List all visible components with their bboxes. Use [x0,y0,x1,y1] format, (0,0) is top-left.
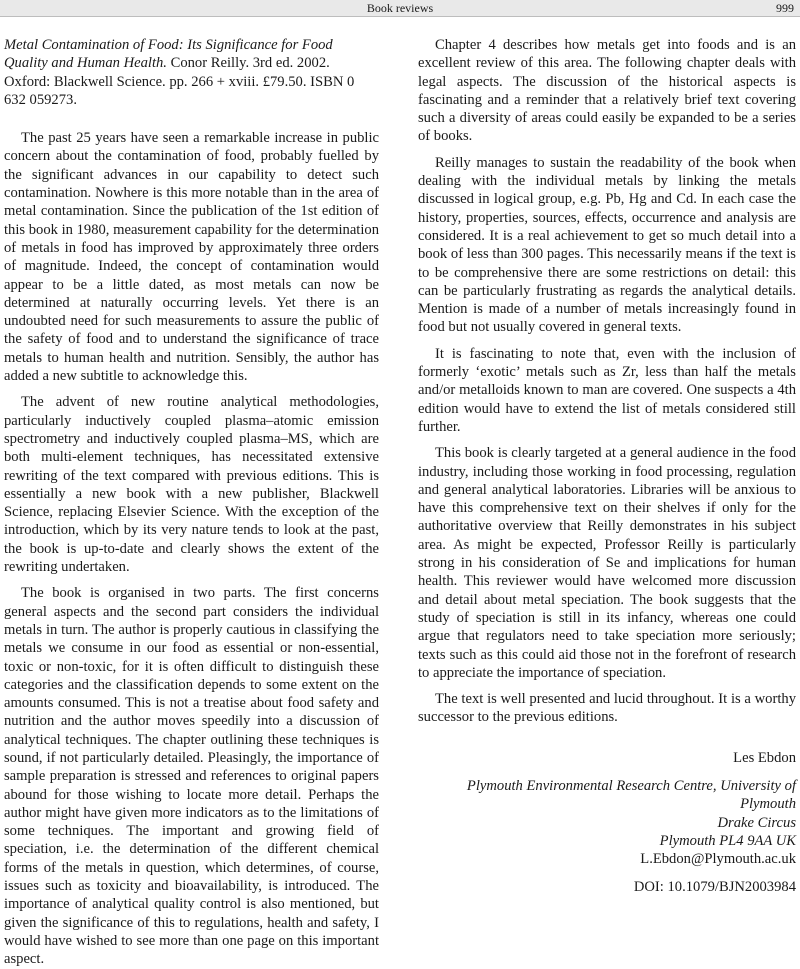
review-paragraph-1: The past 25 years have seen a remarkable increase in public concern about the contamination of food, probably fuelled by the significant advances in our capability to detect such contamination. Nowhere is this more notable than in the area of metal contamination. Since the publication of the 1st edition of this book in 1980, measurement capability for the determination of metals in food has improved by approximately three orders of magnitude. Indeed, the concept of contamination would appear to be a little dated, as most metals can now be determined at naturally occurring levels. Yet there is an undoubted need for such measurements to assure the public of the safety of food and to understand the significance of trace metals to human health and nutrition. Sensibly, the author has added a new subtitle to acknowledge this. [4,130,379,385]
left-column [4,36,379,969]
running-head-title: Book reviews [366,1,434,15]
reviewer-signature [418,749,796,897]
running-header [0,0,800,17]
review-paragraph-6: It is fascinating to note that, even with the inclusion of formerly ‘exotic’ metals such as Zr, less than half the metals and/or metalloids known to man are covered. One suspects a 4th edition would have to extend the list of metals considered still further. [418,345,796,435]
reviewer-name: Les Ebdon [733,749,796,766]
reviewer-city: Plymouth PL4 9AA UK [659,832,796,849]
review-paragraph-3: The book is organised in two parts. The first concerns general aspects and the second part considers the individual metals in turn. The author is properly cautious in classifying the metals we consume in our food as essential or non-essential, toxic or non-toxic, for it is often difficult to distinguish these categories and the classification depends to some extent on the amounts consumed. This is not a treatise about food safety and nutrition and the author moves speedily into a discussion of analytical techniques. The chapter outlining these techniques is sound, if not particularly detailed. Pleasingly, the importance of sample preparation is stressed and references to original papers abound for those wishing to locate more detail. Perhaps the author might have given more indicators as to the limitations of some techniques. The important and growing field of speciation, i.e. the determination of the different chemical forms of the metals in question, which determines, of course, issues such as toxicity and bioavailability, is introduced. The importance of analytical quality control is also mentioned, but given the significance of this to regulations, health and safety, I would have wished to see more than one page on this important aspect. [4,585,379,968]
book-details: Conor Reilly. 3rd ed. 2002. Oxford: Blackwell Science. pp. 266 + xviii. £79.50. ISBN 0 632 059273. [4,55,355,108]
reviewer-affiliation: Plymouth Environmental Research Centre, University of Plymouth [466,777,796,813]
right-column [418,36,796,897]
review-paragraph-8: The text is well presented and lucid throughout. It is a worthy successor to the previous editions. [418,691,796,726]
doi: DOI: 10.1079/BJN2003984 [633,879,796,896]
reviewer-email: L.Ebdon@Plymouth.ac.uk [640,851,796,868]
book-citation [4,36,379,109]
book-title: Metal Contamination of Food: Its Significance for Food Quality and Human Health. [4,37,333,72]
review-paragraph-7: This book is clearly targeted at a general audience in the food industry, including those working in food processing, regulation and general analytical laboratories. Libraries will be anxious to have this comprehensive text on their shelves if only for the authoritative overview that Reilly demonstrates in his subject area. As might be expected, Professor Reilly is particularly strong in his consideration of Se and implications for human health. This reviewer would have welcomed more discussion and detail about metal speciation. The book suggests that the study of speciation is still in its infancy, whereas one could argue that regulators need to take speciation more seriously; texts such as this could aid those not in the forefront of research to appreciate the importance of speciation. [418,445,796,681]
reviewer-street: Drake Circus [717,814,796,831]
review-paragraph-5: Reilly manages to sustain the readability of the book when dealing with the individual metals by linking the metals discussed in logical group, e.g. Pb, Hg and Cd. In each case the history, properties, sources, effects, occurrence and analysis are considered. It is a real achievement to get so much detail into a book of less than 300 pages. This necessarily means if the text is to be comprehensive there are some restrictions on detail: this can be particularly frustrating as regards the analytical details. Mention is made of a number of metals increasingly found in food but not usually covered in general texts. [418,154,796,336]
review-paragraph-4: Chapter 4 describes how metals get into foods and is an excellent review of this area. The following chapter deals with legal aspects. The discussion of the historical aspects is fascinating and a reminder that a relatively brief text covering such a diversity of areas could easily be expanded to be a series of books. [418,37,796,145]
review-paragraph-2: The advent of new routine analytical methodologies, particularly inductively coupled plasma–atomic emission spectrometry and inductively coupled plasma–MS, which are both multi-element techniques, has necessitated extensive rewriting of the text compared with previous editions. This is essentially a new book with a new publisher, Blackwell Science, replacing Elsevier Science. With the exception of the introduction, which by its very nature tends to look at the past, the book is up-to-date and clearly shows the extent of the rewriting undertaken. [4,394,379,576]
page-number: 999 [776,1,794,15]
